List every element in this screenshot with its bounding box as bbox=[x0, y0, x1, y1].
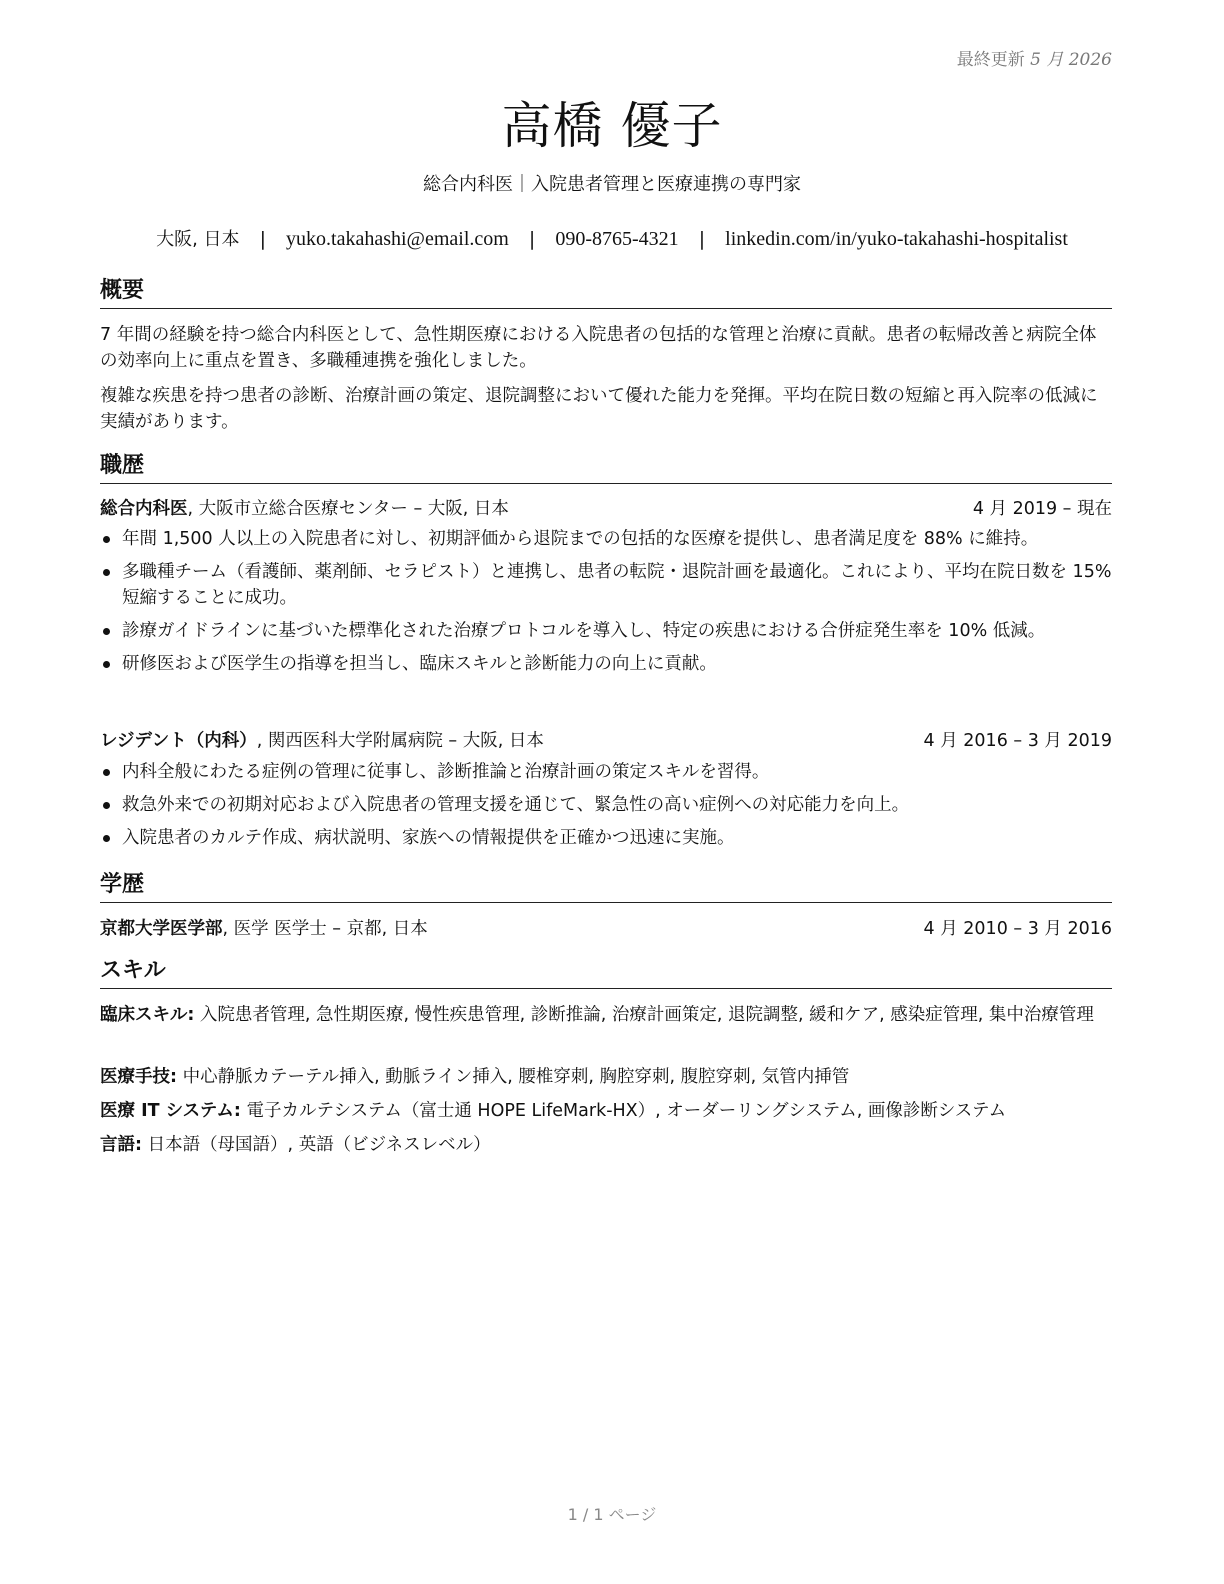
section-title-education: 学歴 bbox=[100, 870, 1112, 903]
list-item: 多職種チーム（看護師、薬剤師、セラピスト）と連携し、患者の転院・退院計画を最適化。これにより、平均在院日数を 15% 短縮することに成功。 bbox=[100, 559, 1112, 611]
location: 大阪, 日本 bbox=[156, 229, 240, 250]
separator: | bbox=[259, 228, 266, 250]
education-entry bbox=[100, 916, 1112, 942]
job-role: 総合内科医 bbox=[100, 499, 188, 519]
job-role: レジデント（内科） bbox=[100, 731, 257, 751]
degree-detail: , 医学 医学士 – 京都, 日本 bbox=[222, 919, 428, 939]
education-school-detail bbox=[100, 916, 428, 942]
tagline: 総合内科医｜入院患者管理と医療連携の専門家 bbox=[423, 174, 801, 195]
page-number: 1 / 1 ページ bbox=[567, 1505, 657, 1524]
last-updated-date: 5 月 2026 bbox=[1030, 50, 1112, 70]
contact-line bbox=[0, 225, 1224, 251]
job-dates: 4 月 2019 – 現在 bbox=[972, 499, 1112, 519]
skill-label: 医療手技: bbox=[100, 1067, 177, 1087]
skill-line bbox=[100, 1132, 1112, 1158]
school-name: 京都大学医学部 bbox=[100, 919, 223, 939]
skill-line bbox=[100, 1064, 1112, 1090]
summary-paragraph: 7 年間の経験を持つ総合内科医として、急性期医療における入院患者の包括的な管理と治療に貢献。患者の転帰改善と病院全体の効率向上に重点を置き、多職種連携を強化しました。 bbox=[100, 325, 1097, 371]
skill-label: 医療 IT システム: bbox=[100, 1101, 241, 1121]
skill-value: 中心静脈カテーテル挿入, 動脈ライン挿入, 腰椎穿刺, 胸腔穿刺, 腹腔穿刺, 気管内挿管 bbox=[177, 1067, 850, 1087]
skill-value: 電子カルテシステム（富士通 HOPE LifeMark-HX）, オーダーリングシステム, 画像診断システム bbox=[240, 1101, 1007, 1121]
job-org: , 大阪市立総合医療センター – 大阪, 日本 bbox=[187, 499, 509, 519]
section-title-experience: 職歴 bbox=[100, 451, 1112, 484]
job-title-org bbox=[100, 728, 544, 754]
job-header bbox=[100, 496, 1112, 522]
list-item: 診療ガイドラインに基づいた標準化された治療プロトコルを導入し、特定の疾患における合併症発生率を 10% 低減。 bbox=[100, 618, 1112, 644]
email-link[interactable]: yuko.takahashi@email.com bbox=[286, 228, 509, 250]
last-updated bbox=[957, 45, 1112, 70]
job-org: , 関西医科大学附属病院 – 大阪, 日本 bbox=[256, 731, 544, 751]
skill-value: 日本語（母国語）, 英語（ビジネスレベル） bbox=[142, 1135, 491, 1155]
job-bullets bbox=[100, 759, 1112, 858]
job-dates: 4 月 2016 – 3 月 2019 bbox=[923, 731, 1112, 751]
skill-value: 入院患者管理, 急性期医療, 慢性疾患管理, 診断推論, 治療計画策定, 退院調整, 緩和ケア, 感染症管理, 集中治療管理 bbox=[194, 1005, 1094, 1025]
list-item: 入院患者のカルテ作成、病状説明、家族への情報提供を正確かつ迅速に実施。 bbox=[100, 825, 1112, 851]
separator: | bbox=[698, 228, 706, 250]
job-bullets bbox=[100, 526, 1112, 684]
section-title-skills: スキル bbox=[100, 956, 1112, 989]
phone-number[interactable]: 090-8765-4321 bbox=[555, 228, 679, 250]
skill-line bbox=[100, 1002, 1112, 1028]
summary-paragraph: 複雑な疾患を持つ患者の診断、治療計画の策定、退院調整において優れた能力を発揮。平均在院日数の短縮と再入院率の低減に実績があります。 bbox=[100, 386, 1098, 432]
list-item: 研修医および医学生の指導を担当し、臨床スキルと診断能力の向上に貢献。 bbox=[100, 651, 1112, 677]
linkedin-link[interactable]: linkedin.com/in/yuko-takahashi-hospitalist bbox=[725, 228, 1068, 250]
education-dates: 4 月 2010 – 3 月 2016 bbox=[923, 919, 1112, 939]
skill-label: 臨床スキル: bbox=[100, 1005, 195, 1025]
skill-label: 言語: bbox=[100, 1135, 142, 1155]
list-item: 年間 1,500 人以上の入院患者に対し、初期評価から退院までの包括的な医療を提供し、患者満足度を 88% に維持。 bbox=[100, 526, 1112, 552]
list-item: 救急外来での初期対応および入院患者の管理支援を通じて、緊急性の高い症例への対応能力を向上。 bbox=[100, 792, 1112, 818]
skill-line bbox=[100, 1098, 1112, 1124]
job-title-org bbox=[100, 496, 509, 522]
list-item: 内科全般にわたる症例の管理に従事し、診断推論と治療計画の策定スキルを習得。 bbox=[100, 759, 1112, 785]
job-header bbox=[100, 728, 1112, 754]
last-updated-label: 最終更新 bbox=[956, 50, 1025, 70]
separator: | bbox=[528, 228, 536, 250]
candidate-name: 高橋 優子 bbox=[501, 97, 723, 155]
section-title-summary: 概要 bbox=[100, 276, 1112, 309]
